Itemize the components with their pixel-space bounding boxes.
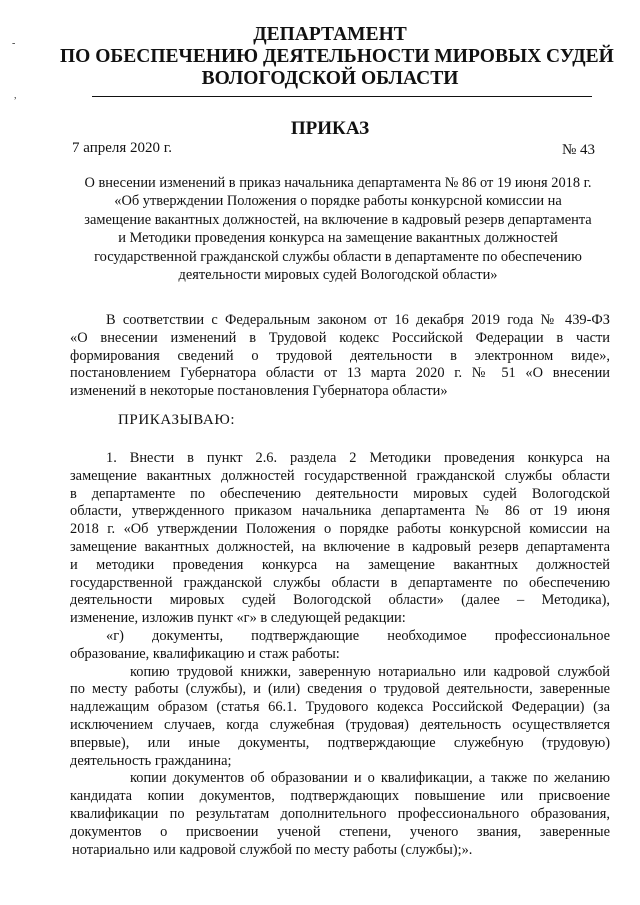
paragraph-line: образование, квалификацию и стаж работы: [70,645,340,662]
paragraph-line: постановлением Губернатора области от 13 марта 2020 г. № 51 «О внесении [70,365,610,382]
department-header-line: ПО ОБЕСПЕЧЕНИЮ ДЕЯТЕЛЬНОСТИ МИРОВЫХ СУДЕЙ [60,46,614,67]
paragraph-line: 1. Внести в пункт 2.6. раздела 2 Методики проведения конкурса на [106,450,610,466]
paragraph-line: исключением случаев, когда служебная (трудовая) деятельность осуществляется [70,716,610,733]
subject-line: и Методики проведения конкурса на замещение вакантных должностей [118,230,558,247]
scan-mark: , [14,90,17,101]
paragraph-line: в департаменте по обеспечению деятельности мировых судей Вологодской [70,485,610,502]
department-header-line: ДЕПАРТАМЕНТ [253,24,407,45]
paragraph-line: 2018 г. «Об утверждении Положения о порядке работы конкурсной комиссии на [70,521,610,538]
paragraph-line: В соответствии с Федеральным законом от 16 декабря 2019 года № 439-ФЗ [106,312,610,328]
subject-line: деятельности мировых судей Вологодской области» [178,267,498,284]
paragraph-line: документов о присвоении ученой степени, ученого звания, заверенные [70,823,610,840]
paragraph-line: формирования сведений о трудовой деятельности в электронном виде», [70,347,610,364]
paragraph-line: надлежащим образом (статья 66.1. Трудового кодекса Российской Федерации) (за [70,699,610,716]
subject-line: государственной гражданской службы области в департаменте по обеспечению [94,248,582,265]
paragraph-line: «О внесении изменений в Трудовой кодекс Российской Федерации в части [70,329,610,346]
paragraph-line: нотариально или кадровой службой по месту работы (службы);». [72,841,473,858]
paragraph-line: и методики проведения конкурса на замещение вакантных должностей [70,556,610,573]
order-directive: ПРИКАЗЫВАЮ: [118,412,236,428]
paragraph-line: копии документов об образовании и о квалификации, а также по желанию [130,770,610,787]
department-header [60,24,614,90]
order-date: 7 апреля 2020 г. [72,140,172,156]
scan-mark: - [12,38,16,49]
paragraph-line: изменение, изложив пункт «г» в следующей редакции: [70,610,406,627]
paragraph-line: государственной гражданской службы области в департаменте по обеспечению [70,574,610,591]
paragraph-line: области, утвержденного приказом начальника департамента № 86 от 19 июня [70,503,610,520]
paragraph-line: замещение вакантных должностей, на включение в кадровый резерв департамента [70,538,610,555]
paragraph-line: «г) документы, подтверждающие необходимое профессиональное [106,627,610,644]
department-header-line: ВОЛОГОДСКОЙ ОБЛАСТИ [201,68,459,89]
subject-line: «Об утверждении Положения о порядке работы конкурсной комиссии на [114,193,562,210]
paragraph-line: изменений в некоторые постановления Губернатора области» [70,383,448,400]
paragraph-line: по месту работы (службы), и (или) сведения о трудовой деятельности, заверенные [70,681,610,698]
paragraph-line: замещение вакантных должностей государственной гражданской службы области [70,467,610,484]
paragraph-line: деятельности мировых судей Вологодской области» (далее – Методика), [70,592,610,609]
clause-1 [70,450,610,859]
order-title: ПРИКАЗ [290,118,370,139]
subject-line: замещение вакантных должностей, на включение в кадровый резерв департамента [84,211,592,228]
legal-basis-paragraph [70,312,610,401]
paragraph-line: квалификации по результатам дополнительного профессионального образования, [70,805,610,822]
order-subject [64,174,612,284]
paragraph-line: кандидата копии документов, подтверждающих повышение или присвоение [70,788,610,805]
paragraph-line: деятельность гражданина; [70,752,232,769]
paragraph-line: впервые), или иные документы, подтверждающие служебную (трудовую) [70,734,610,751]
subject-line: О внесении изменений в приказ начальника департамента № 86 от 19 июня 2018 г. [84,175,592,191]
order-number: № 43 [562,142,596,158]
header-divider [92,96,592,97]
paragraph-line: копию трудовой книжки, заверенную нотариально или кадровой службой [130,663,610,680]
